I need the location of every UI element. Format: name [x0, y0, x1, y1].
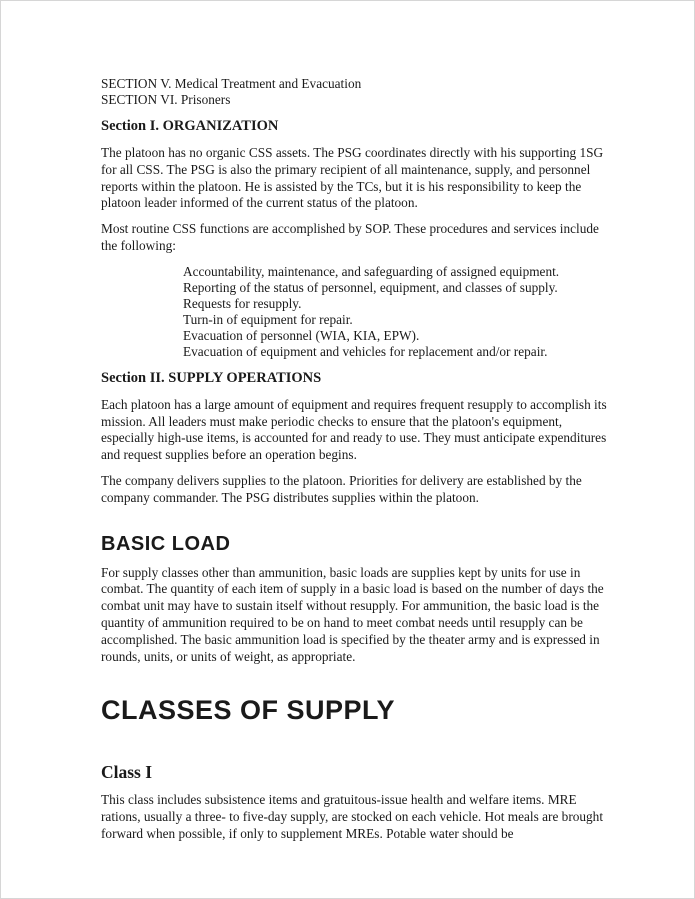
heading-classes-of-supply: CLASSES OF SUPPLY [101, 695, 396, 726]
paragraph-supply-1: Each platoon has a large amount of equipment and requires frequent resupply to accomplish its mission. All leaders must make periodic checks to ensure that the platoon's equipment, especially high-use items, is accounted for and ready to use. They must anticipate expenditures and request supplies before an operation begins. [101, 396, 607, 463]
toc-line-section-vi: SECTION VI. Prisoners [101, 92, 231, 107]
service-list-item: Evacuation of equipment and vehicles for replacement and/or repair. [183, 343, 548, 359]
paragraph-class-i: This class includes subsistence items and gratuitous-issue health and welfare items. MRE rations, usually a three- to five-day supply, are stocked on each vehicle. Hot meals are brought forward when possible, if only to supplement MREs. Potable water should be [101, 792, 604, 841]
toc-line-section-v: SECTION V. Medical Treatment and Evacuation [101, 76, 362, 91]
paragraph-basic-load: For supply classes other than ammunition, basic loads are supplies kept by units for use in combat. The quantity of each item of supply in a basic load is based on the number of days the combat unit may have to sustain itself without resupply. For ammunition, the basic load is the quantity of ammunition required to be on hand to meet combat needs until resupply can be accomplished. The basic ammunition load is specified by the theater army and is expressed in rounds, units, or units of weight, as appropriate. [101, 564, 604, 664]
paragraph-organization-1: The platoon has no organic CSS assets. The PSG coordinates directly with his supporting 1SG for all CSS. The PSG is also the primary recipient of all maintenance, supply, and personnel reports within the platoon. He is assisted by the TCs, but it is his responsibility to keep the platoon leader informed of the current status of the platoon. [101, 145, 604, 211]
paragraph-organization-2: Most routine CSS functions are accomplished by SOP. These procedures and services include the following: [101, 221, 599, 253]
document-content [1, 1, 694, 843]
service-list-item: Accountability, maintenance, and safeguarding of assigned equipment. [183, 263, 560, 279]
heading-class-i: Class I [101, 762, 153, 783]
service-list [183, 264, 612, 360]
service-list-item: Requests for resupply. [183, 295, 302, 311]
service-list-item: Turn-in of equipment for repair. [183, 311, 353, 327]
service-list-item: Reporting of the status of personnel, equipment, and classes of supply. [183, 279, 558, 295]
service-list-item: Evacuation of personnel (WIA, KIA, EPW). [183, 327, 420, 343]
heading-section-i-organization: Section I. ORGANIZATION [101, 118, 279, 134]
heading-section-ii-supply-operations: Section II. SUPPLY OPERATIONS [101, 369, 322, 386]
heading-basic-load: BASIC LOAD [101, 532, 231, 555]
paragraph-supply-2: The company delivers supplies to the platoon. Priorities for delivery are established by the company commander. The PSG distributes supplies within the platoon. [101, 472, 582, 505]
